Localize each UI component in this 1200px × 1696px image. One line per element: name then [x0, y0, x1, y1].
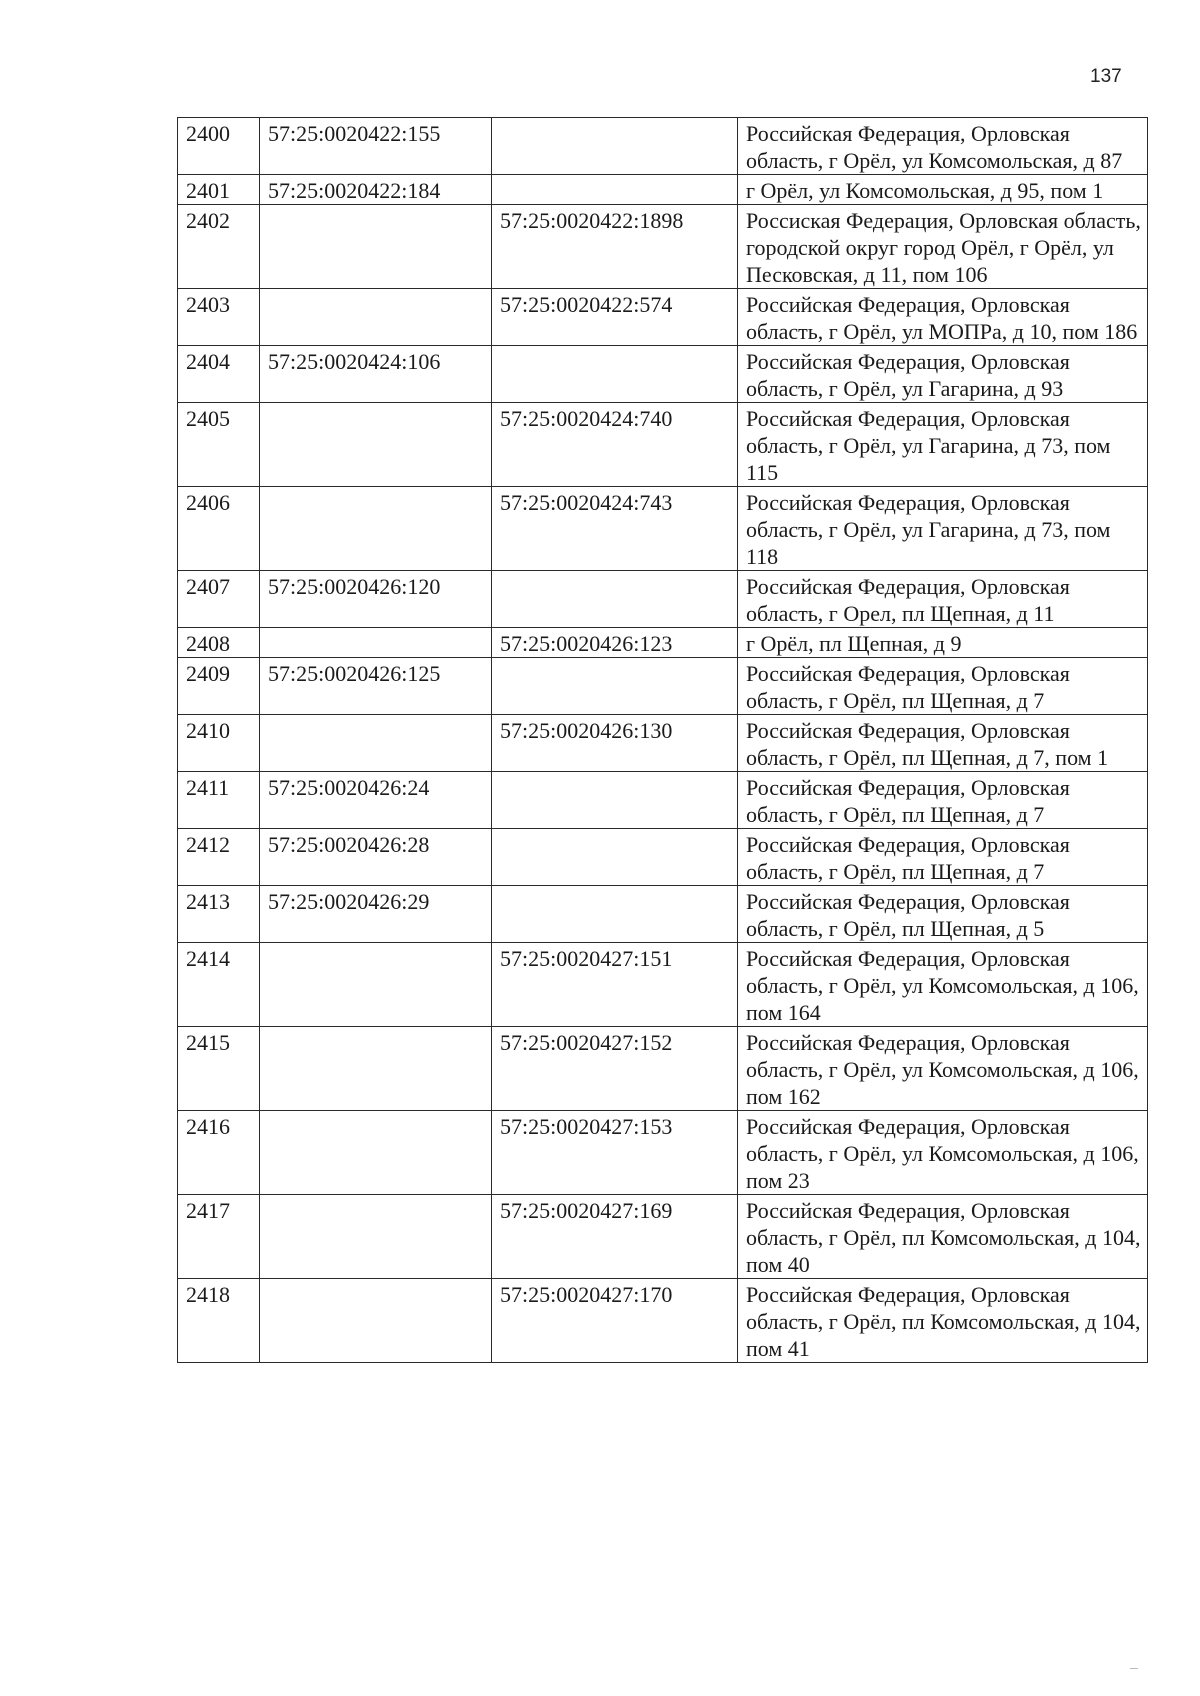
row-number-cell: 2405	[178, 403, 260, 487]
registry-table-body	[178, 118, 1148, 1363]
table-row	[178, 886, 1148, 943]
row-number-cell: 2411	[178, 772, 260, 829]
row-number-cell: 2408	[178, 628, 260, 658]
room-cadastral-number-cell: 57:25:0020427:151	[492, 943, 738, 1027]
table-row	[178, 943, 1148, 1027]
address-cell: Российская Федерация, Орловская область, г Орел, пл Щепная, д 11	[738, 571, 1148, 628]
cadastral-number-cell: 57:25:0020424:106	[260, 346, 492, 403]
room-cadastral-number-cell	[492, 571, 738, 628]
cadastral-number-cell: 57:25:0020426:28	[260, 829, 492, 886]
row-number-cell: 2418	[178, 1279, 260, 1363]
cadastral-number-cell	[260, 1027, 492, 1111]
cadastral-number-cell	[260, 1111, 492, 1195]
cadastral-number-cell	[260, 1195, 492, 1279]
cadastral-number-cell: 57:25:0020426:125	[260, 658, 492, 715]
table-row	[178, 1111, 1148, 1195]
cadastral-number-cell: 57:25:0020426:120	[260, 571, 492, 628]
cadastral-number-cell	[260, 403, 492, 487]
table-row	[178, 658, 1148, 715]
address-cell: Российская Федерация, Орловская область, г Орёл, ул Гагарина, д 73, пом 115	[738, 403, 1148, 487]
row-number-cell: 2415	[178, 1027, 260, 1111]
table-row	[178, 1279, 1148, 1363]
cadastral-number-cell	[260, 289, 492, 346]
room-cadastral-number-cell	[492, 175, 738, 205]
address-cell: Российская Федерация, Орловская область, г Орёл, пл Щепная, д 7, пом 1	[738, 715, 1148, 772]
table-row	[178, 715, 1148, 772]
room-cadastral-number-cell: 57:25:0020426:123	[492, 628, 738, 658]
page-number: 137	[1090, 66, 1122, 87]
room-cadastral-number-cell	[492, 829, 738, 886]
cadastral-number-cell	[260, 1279, 492, 1363]
room-cadastral-number-cell: 57:25:0020426:130	[492, 715, 738, 772]
table-row	[178, 628, 1148, 658]
cadastral-number-cell	[260, 487, 492, 571]
room-cadastral-number-cell: 57:25:0020424:740	[492, 403, 738, 487]
row-number-cell: 2400	[178, 118, 260, 175]
address-cell: Российская Федерация, Орловская область, г Орёл, пл Щепная, д 7	[738, 829, 1148, 886]
room-cadastral-number-cell	[492, 658, 738, 715]
cadastral-number-cell	[260, 943, 492, 1027]
table-row	[178, 1195, 1148, 1279]
cadastral-number-cell	[260, 205, 492, 289]
row-number-cell: 2409	[178, 658, 260, 715]
table-row	[178, 829, 1148, 886]
cadastral-number-cell: 57:25:0020422:155	[260, 118, 492, 175]
room-cadastral-number-cell: 57:25:0020424:743	[492, 487, 738, 571]
cadastral-number-cell	[260, 715, 492, 772]
cadastral-number-cell: 57:25:0020426:29	[260, 886, 492, 943]
address-cell: Российская Федерация, Орловская область, г Орёл, ул МОПРа, д 10, пом 186	[738, 289, 1148, 346]
room-cadastral-number-cell	[492, 886, 738, 943]
table-row	[178, 205, 1148, 289]
room-cadastral-number-cell: 57:25:0020427:170	[492, 1279, 738, 1363]
table-row	[178, 175, 1148, 205]
table-row	[178, 403, 1148, 487]
address-cell: Российская Федерация, Орловская область, г Орёл, ул Комсомольская, д 106, пом 23	[738, 1111, 1148, 1195]
table-row	[178, 571, 1148, 628]
address-cell: Российская Федерация, Орловская область, г Орёл, ул Комсомольская, д 106, пом 162	[738, 1027, 1148, 1111]
address-cell: Российская Федерация, Орловская область, г Орёл, пл Комсомольская, д 104, пом 41	[738, 1279, 1148, 1363]
table-row	[178, 289, 1148, 346]
address-cell: Российская Федерация, Орловская область, г Орёл, ул Комсомольская, д 87	[738, 118, 1148, 175]
table-row	[178, 1027, 1148, 1111]
address-cell: г Орёл, пл Щепная, д 9	[738, 628, 1148, 658]
cadastral-number-cell: 57:25:0020422:184	[260, 175, 492, 205]
cadastral-number-cell: 57:25:0020426:24	[260, 772, 492, 829]
address-cell: Российская Федерация, Орловская область, г Орёл, ул Комсомольская, д 106, пом 164	[738, 943, 1148, 1027]
table-row	[178, 346, 1148, 403]
room-cadastral-number-cell	[492, 772, 738, 829]
table-row	[178, 772, 1148, 829]
room-cadastral-number-cell: 57:25:0020427:152	[492, 1027, 738, 1111]
address-cell: Российская Федерация, Орловская область, г Орёл, пл Щепная, д 5	[738, 886, 1148, 943]
table-row	[178, 487, 1148, 571]
row-number-cell: 2401	[178, 175, 260, 205]
address-cell: Российская Федерация, Орловская область, г Орёл, пл Щепная, д 7	[738, 658, 1148, 715]
row-number-cell: 2407	[178, 571, 260, 628]
address-cell: г Орёл, ул Комсомольская, д 95, пом 1	[738, 175, 1148, 205]
row-number-cell: 2402	[178, 205, 260, 289]
row-number-cell: 2412	[178, 829, 260, 886]
room-cadastral-number-cell	[492, 346, 738, 403]
row-number-cell: 2403	[178, 289, 260, 346]
address-cell: Российская Федерация, Орловская область, г Орёл, пл Щепная, д 7	[738, 772, 1148, 829]
registry-table	[177, 117, 1148, 1363]
room-cadastral-number-cell	[492, 118, 738, 175]
table-row	[178, 118, 1148, 175]
row-number-cell: 2414	[178, 943, 260, 1027]
room-cadastral-number-cell: 57:25:0020427:153	[492, 1111, 738, 1195]
room-cadastral-number-cell: 57:25:0020422:1898	[492, 205, 738, 289]
row-number-cell: 2416	[178, 1111, 260, 1195]
row-number-cell: 2413	[178, 886, 260, 943]
address-cell: Российская Федерация, Орловская область, г Орёл, пл Комсомольская, д 104, пом 40	[738, 1195, 1148, 1279]
row-number-cell: 2406	[178, 487, 260, 571]
address-cell: Российская Федерация, Орловская область, г Орёл, ул Гагарина, д 93	[738, 346, 1148, 403]
row-number-cell: 2410	[178, 715, 260, 772]
scan-artifact	[1130, 1668, 1138, 1669]
room-cadastral-number-cell: 57:25:0020427:169	[492, 1195, 738, 1279]
room-cadastral-number-cell: 57:25:0020422:574	[492, 289, 738, 346]
row-number-cell: 2417	[178, 1195, 260, 1279]
row-number-cell: 2404	[178, 346, 260, 403]
address-cell: Российская Федерация, Орловская область, г Орёл, ул Гагарина, д 73, пом 118	[738, 487, 1148, 571]
cadastral-number-cell	[260, 628, 492, 658]
address-cell: Россиская Федерация, Орловская область, городской округ город Орёл, г Орёл, ул Песковская, д 11, пом 106	[738, 205, 1148, 289]
